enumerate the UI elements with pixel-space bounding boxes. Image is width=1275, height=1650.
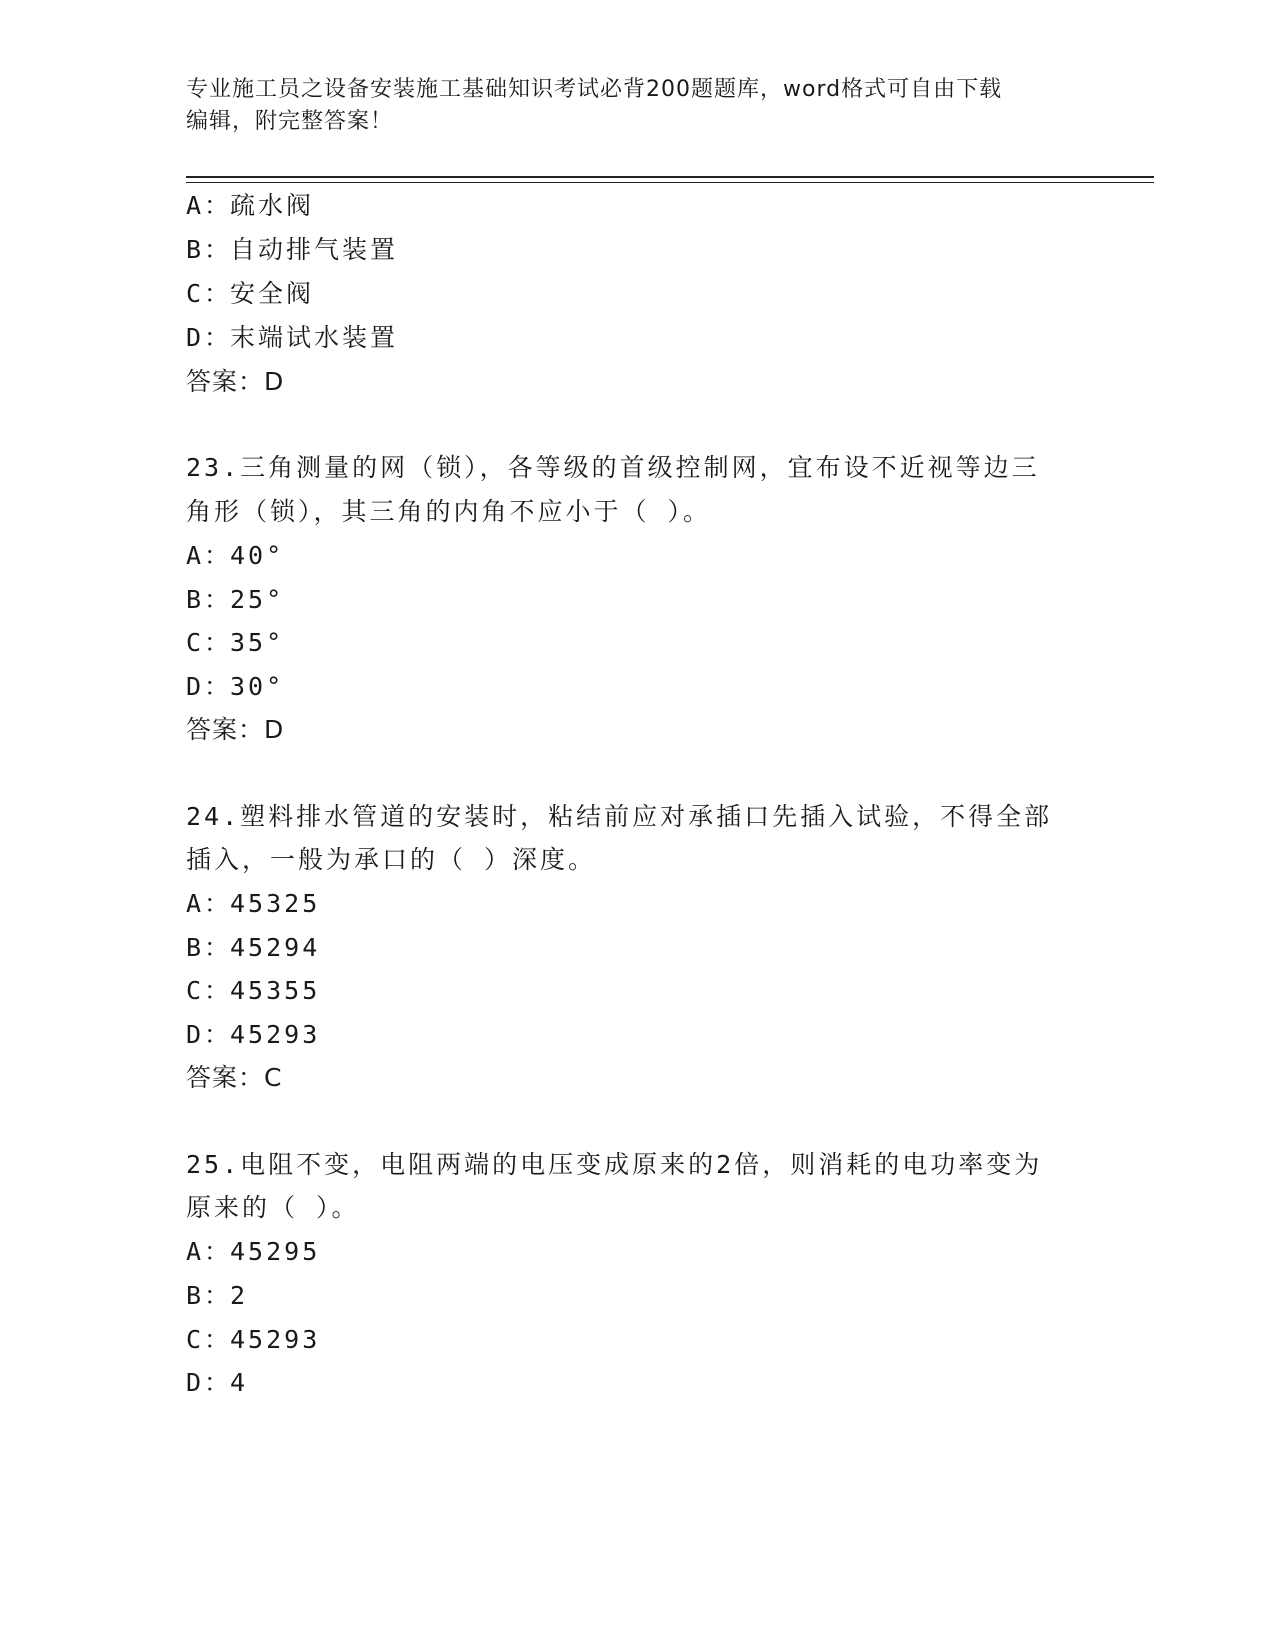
q25-option-d: D：4 (186, 1368, 249, 1397)
q23-option-d: D：30° (186, 672, 285, 701)
q22-option-a: A：疏水阀 (186, 191, 315, 220)
q23-option-c: C：35° (186, 628, 285, 657)
q24-option-a: A：45325 (186, 889, 321, 918)
q23-stem-line-2: 角形（锁），其三角的内角不应小于（ ）。 (186, 497, 712, 526)
q23-answer: 答案：D (186, 715, 285, 744)
q24-option-d: D：45293 (186, 1020, 321, 1049)
header-line-2: 编辑，附完整答案！ (186, 109, 394, 134)
header-line-1: 专业施工员之设备安装施工基础知识考试必背200题题库，word格式可自由下载 (186, 77, 1003, 102)
q25-stem-line-2: 原来的（ ）。 (186, 1193, 360, 1222)
q25-stem-line-1: 25.电阻不变，电阻两端的电压变成原来的2倍，则消耗的电功率变为 (186, 1150, 1043, 1179)
q22-option-c: C：安全阀 (186, 279, 315, 308)
q23-stem-line-1: 23.三角测量的网（锁），各等级的首级控制网，宜布设不近视等边三 (186, 453, 1040, 482)
q25-option-a: A：45295 (186, 1237, 321, 1266)
header-rule-thick (186, 176, 1154, 178)
q23-option-a: A：40° (186, 541, 285, 570)
header-rule-thin (186, 182, 1154, 183)
q24-stem-line-2: 插入，一般为承口的（ ）深度。 (186, 845, 597, 874)
q25-option-c: C：45293 (186, 1325, 321, 1354)
q24-answer: 答案：C (186, 1063, 283, 1092)
q22-option-b: B：自动排气装置 (186, 235, 399, 264)
q24-option-b: B：45294 (186, 933, 321, 962)
q22-option-d: D：末端试水装置 (186, 323, 399, 352)
q24-option-c: C：45355 (186, 976, 321, 1005)
q24-stem-line-1: 24.塑料排水管道的安装时，粘结前应对承插口先插入试验，不得全部 (186, 802, 1053, 831)
q22-answer: 答案：D (186, 367, 285, 396)
document-header (186, 74, 1086, 138)
q23-option-b: B：25° (186, 585, 285, 614)
q25-option-b: B：2 (186, 1281, 249, 1310)
